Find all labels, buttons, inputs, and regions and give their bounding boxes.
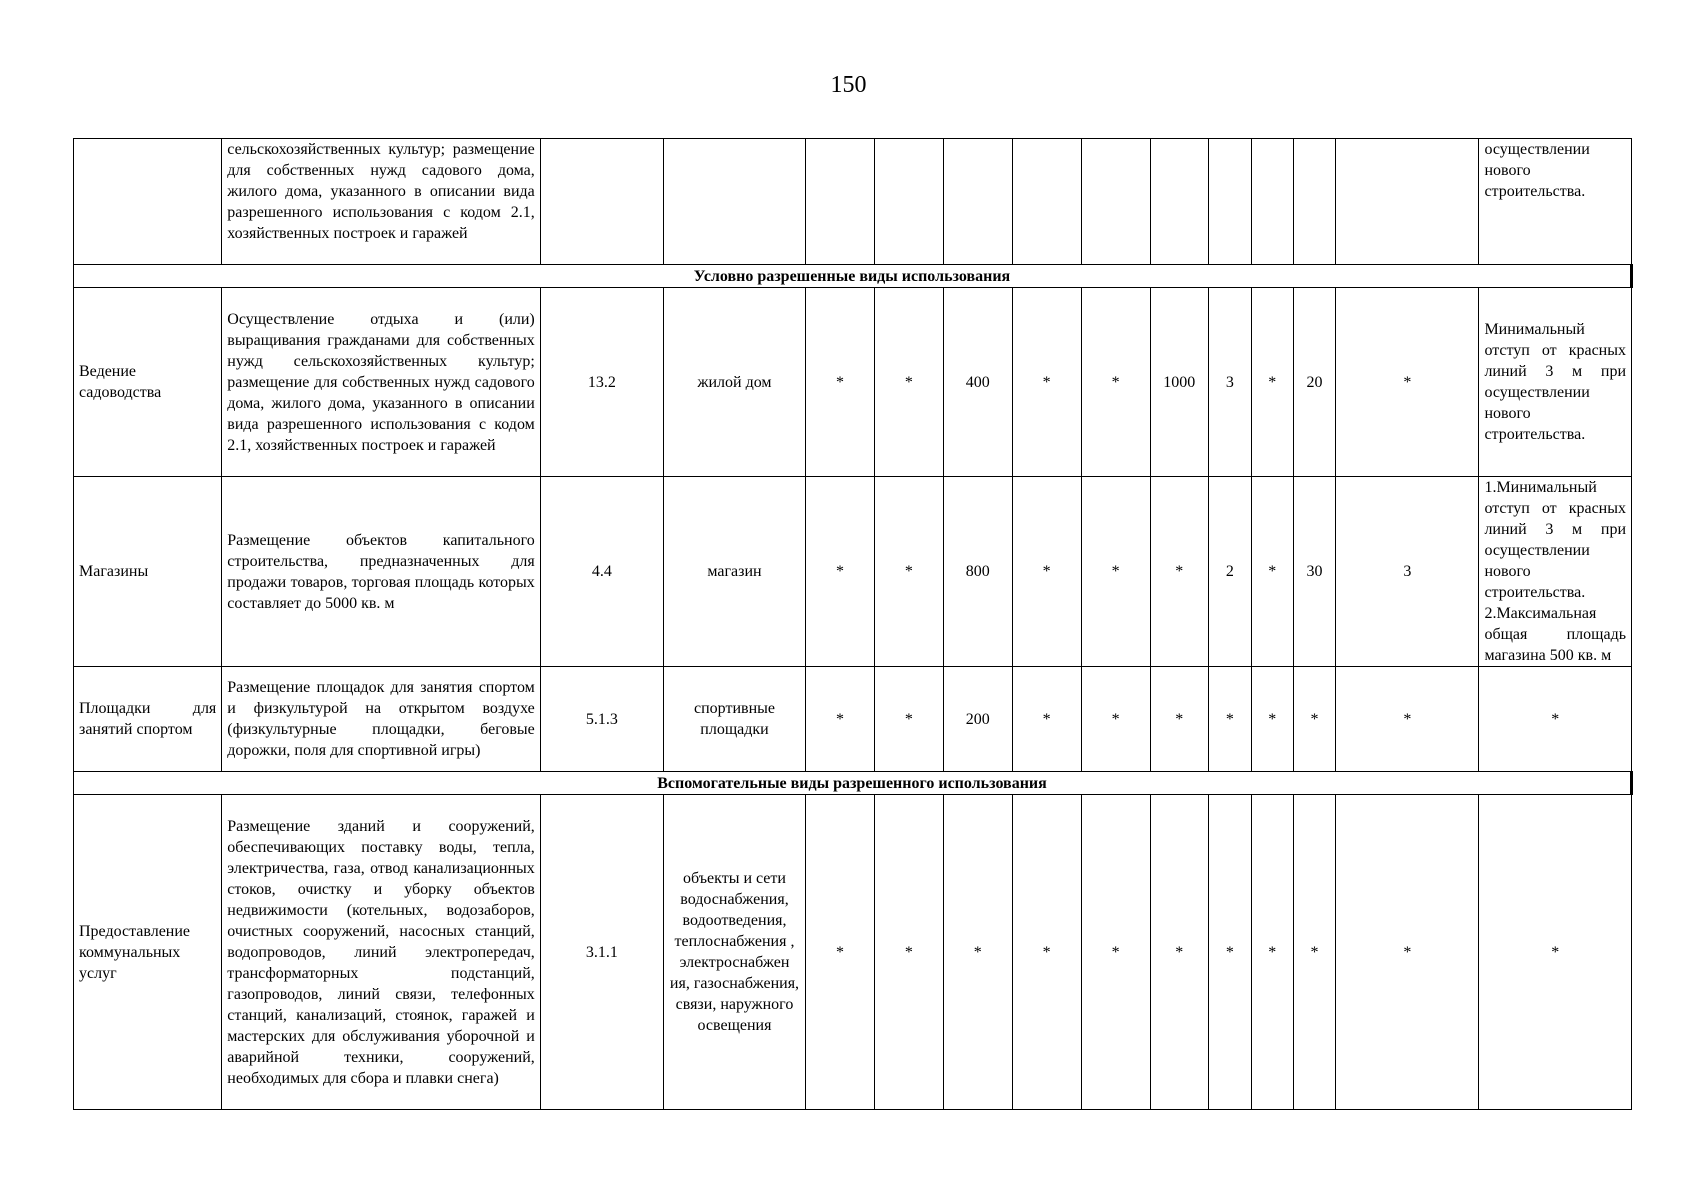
row-code: 13.2 bbox=[540, 288, 663, 477]
row-value: * bbox=[806, 795, 875, 1110]
row-description: Осуществление отдыха и (или) выращивания гражданами для собственных нужд сельскохозяйственных культур; размещение для собственных нужд садового дома, жилого дома, указанного в описании вида разрешенного использования с кодом 2.1, хозяйственных построек и гаражей bbox=[222, 288, 540, 477]
table-row bbox=[74, 667, 1632, 772]
row-value: * bbox=[806, 288, 875, 477]
row-value: * bbox=[874, 477, 943, 667]
row-value: * bbox=[1251, 795, 1293, 1110]
row-description: Размещение объектов капитального строительства, предназначенных для продажи товаров, торговая площадь которых составляет до 5000 кв. м bbox=[222, 477, 540, 667]
row-value: * bbox=[1209, 795, 1252, 1110]
row-name: Магазины bbox=[74, 477, 222, 667]
row-object: объекты и сети водоснабжения, водоотведения, теплоснабжения , электроснабжен ия, газоснабжения, связи, наружного освещения bbox=[663, 795, 805, 1110]
row-description: сельскохозяйственных культур; размещение для собственных нужд садового дома, жилого дома, указанного в описании вида разрешенного использования с кодом 2.1, хозяйственных построек и гаражей bbox=[222, 139, 540, 265]
table-row bbox=[74, 795, 1632, 1110]
row-value: 3 bbox=[1336, 477, 1479, 667]
row-value bbox=[1251, 139, 1293, 265]
row-value: 800 bbox=[943, 477, 1012, 667]
row-value: 30 bbox=[1293, 477, 1336, 667]
row-value: * bbox=[1012, 477, 1081, 667]
row-note: Минимальный отступ от красных линий 3 м при осуществлении нового строительства. bbox=[1479, 288, 1632, 477]
row-value: * bbox=[1081, 795, 1150, 1110]
row-value: * bbox=[874, 288, 943, 477]
row-value bbox=[1209, 139, 1252, 265]
row-value: * bbox=[1081, 667, 1150, 772]
section-title: Условно разрешенные виды использования bbox=[74, 265, 1632, 288]
land-use-table bbox=[73, 138, 1633, 1110]
row-note: * bbox=[1479, 795, 1632, 1110]
row-value bbox=[943, 139, 1012, 265]
table-row bbox=[74, 139, 1632, 265]
row-value: 20 bbox=[1293, 288, 1336, 477]
row-value bbox=[1293, 139, 1336, 265]
row-value: * bbox=[1081, 477, 1150, 667]
row-value: * bbox=[1012, 288, 1081, 477]
row-note: осуществлении нового строительства. bbox=[1479, 139, 1632, 265]
row-value: * bbox=[806, 477, 875, 667]
row-name: Площадки для занятий спортом bbox=[74, 667, 222, 772]
section-header-conditional bbox=[74, 265, 1632, 288]
row-value: * bbox=[1293, 795, 1336, 1110]
row-object: жилой дом bbox=[663, 288, 805, 477]
row-value: 2 bbox=[1209, 477, 1252, 667]
row-value: 1000 bbox=[1150, 288, 1208, 477]
row-value: * bbox=[943, 795, 1012, 1110]
row-object: магазин bbox=[663, 477, 805, 667]
row-value: * bbox=[1336, 795, 1479, 1110]
row-object: спортивные площадки bbox=[663, 667, 805, 772]
row-value: 3 bbox=[1209, 288, 1252, 477]
row-value: * bbox=[1293, 667, 1336, 772]
row-value: * bbox=[1150, 477, 1208, 667]
row-value: * bbox=[1150, 667, 1208, 772]
row-value bbox=[1012, 139, 1081, 265]
row-code: 4.4 bbox=[540, 477, 663, 667]
row-code: 5.1.3 bbox=[540, 667, 663, 772]
table-row bbox=[74, 477, 1632, 667]
row-note: 1.Минимальный отступ от красных линий 3 м при осуществлении нового строительства. 2.Максимальная общая площадь магазина 500 кв. м bbox=[1479, 477, 1632, 667]
row-code: 3.1.1 bbox=[540, 795, 663, 1110]
row-value: * bbox=[1150, 795, 1208, 1110]
row-name: Ведение садоводства bbox=[74, 288, 222, 477]
row-value: * bbox=[1336, 667, 1479, 772]
section-title: Вспомогательные виды разрешенного использования bbox=[74, 772, 1632, 795]
row-value: * bbox=[1251, 288, 1293, 477]
row-value bbox=[1336, 139, 1479, 265]
row-value bbox=[1081, 139, 1150, 265]
row-code bbox=[540, 139, 663, 265]
row-value: * bbox=[1012, 667, 1081, 772]
row-value bbox=[874, 139, 943, 265]
row-value: * bbox=[806, 667, 875, 772]
row-name: Предоставление коммунальных услуг bbox=[74, 795, 222, 1110]
row-value: * bbox=[1012, 795, 1081, 1110]
section-header-auxiliary bbox=[74, 772, 1632, 795]
row-value bbox=[806, 139, 875, 265]
row-value: 200 bbox=[943, 667, 1012, 772]
row-name bbox=[74, 139, 222, 265]
row-description: Размещение зданий и сооружений, обеспечивающих поставку воды, тепла, электричества, газа, отвод канализационных стоков, очистку и уборку объектов недвижимости (котельных, водозаборов, очистных сооружений, насосных станций, водопроводов, линий электропередач, трансформаторных подстанций, газопроводов, линий связи, телефонных станций, канализаций, стоянок, гаражей и мастерских для обслуживания уборочной и аварийной техники, сооружений, необходимых для сбора и плавки снега) bbox=[222, 795, 540, 1110]
row-note: * bbox=[1479, 667, 1632, 772]
table-row bbox=[74, 288, 1632, 477]
row-description: Размещение площадок для занятия спортом и физкультурой на открытом воздухе (физкультурные площадки, беговые дорожки, поля для спортивной игры) bbox=[222, 667, 540, 772]
page-number: 150 bbox=[830, 72, 867, 98]
row-value: * bbox=[874, 667, 943, 772]
row-value: * bbox=[1209, 667, 1252, 772]
row-value bbox=[1150, 139, 1208, 265]
row-value: 400 bbox=[943, 288, 1012, 477]
row-value: * bbox=[1081, 288, 1150, 477]
row-value: * bbox=[874, 795, 943, 1110]
row-value: * bbox=[1251, 477, 1293, 667]
row-object bbox=[663, 139, 805, 265]
row-value: * bbox=[1251, 667, 1293, 772]
row-value: * bbox=[1336, 288, 1479, 477]
